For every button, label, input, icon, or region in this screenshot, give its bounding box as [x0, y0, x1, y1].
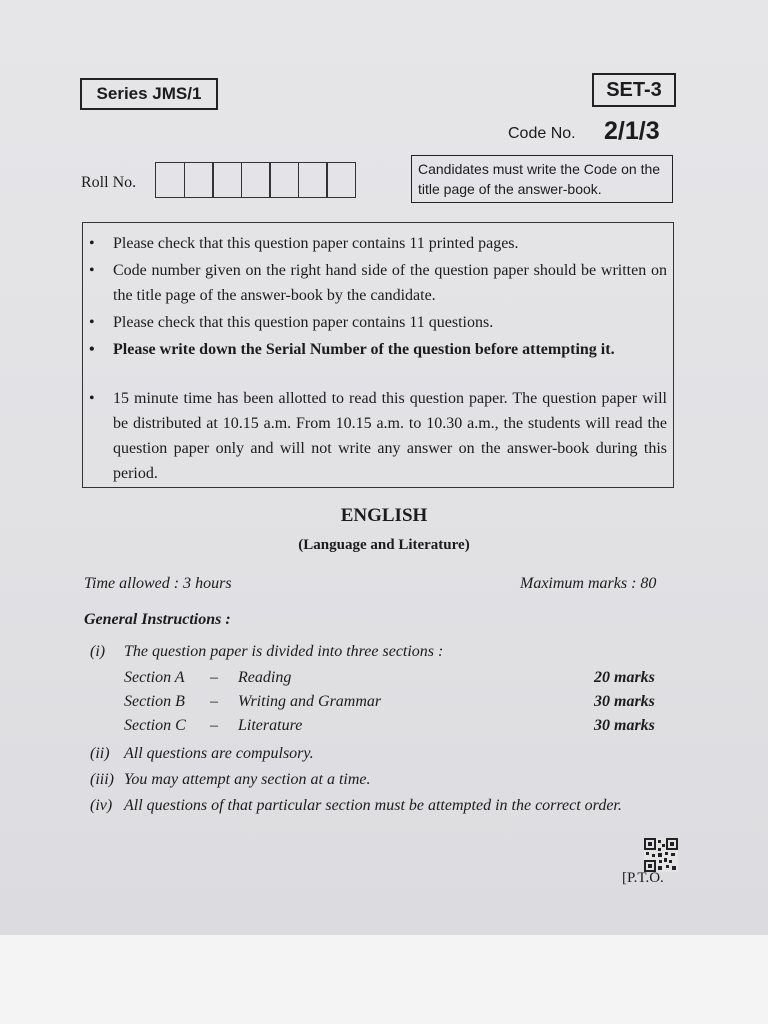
bullet-icon: • [89, 341, 95, 358]
instruction-number: (iv) [90, 797, 113, 814]
instructions-box [82, 222, 674, 488]
general-instruction-text: All questions are compulsory. [124, 745, 314, 762]
general-instruction-text: You may attempt any section at a time. [124, 771, 371, 788]
series-label: Series JMS/1 [80, 78, 218, 110]
roll-number-cell [212, 162, 242, 198]
section-topic: Reading [238, 669, 292, 686]
section-topic: Writing and Grammar [238, 693, 382, 710]
bullet-icon: • [89, 262, 95, 279]
set-label: SET-3 [592, 73, 676, 107]
instruction-number: (iii) [90, 771, 114, 788]
instruction-text: 15 minute time has been allotted to read this question paper. The question paper will be distributed at 10.15 a.m. From 10.15 a.m. to 10.30 a.m., the students will read the question paper only and will not write any answer on the answer-book during this period. [113, 390, 667, 482]
instruction-number: (ii) [90, 745, 110, 762]
general-instruction-text: The question paper is divided into three sections : [124, 643, 444, 660]
roll-number-boxes [155, 162, 356, 198]
roll-number-label: Roll No. [81, 174, 137, 191]
roll-number-cell [241, 162, 271, 198]
general-instruction-text: All questions of that particular section must be attempted in the correct order. [124, 797, 622, 814]
instruction-text: Code number given on the right hand side of the question paper should be written on the title page of the answer-book by the candidate. [113, 262, 667, 304]
section-name: Section C [124, 717, 186, 734]
section-marks: 30 marks [594, 717, 655, 734]
roll-number-cell [269, 162, 299, 198]
section-name: Section A [124, 669, 185, 686]
roll-number-cell [155, 162, 185, 198]
qr-code-icon [644, 838, 678, 872]
instruction-text: Please check that this question paper contains 11 printed pages. [113, 235, 519, 252]
roll-number-cell [326, 162, 356, 198]
roll-number-cell [298, 162, 328, 198]
section-dash: – [210, 717, 218, 734]
code-number-value: 2/1/3 [604, 117, 660, 145]
bullet-icon: • [89, 390, 95, 407]
time-allowed: Time allowed : 3 hours [84, 575, 232, 592]
roll-number-cell [184, 162, 214, 198]
maximum-marks: Maximum marks : 80 [520, 575, 657, 592]
section-marks: 30 marks [594, 693, 655, 710]
subject-title: ENGLISH [340, 505, 428, 526]
scan-margin [0, 935, 768, 1024]
bullet-icon: • [89, 314, 95, 331]
instruction-text: Please check that this question paper contains 11 questions. [113, 314, 494, 331]
candidates-note: Candidates must write the Code on the title page of the answer-book. [411, 155, 673, 203]
bullet-icon: • [89, 235, 95, 252]
subject-subtitle: (Language and Literature) [298, 537, 470, 553]
section-dash: – [210, 693, 218, 710]
instruction-text: Please write down the Serial Number of the question before attempting it. [113, 341, 615, 358]
section-name: Section B [124, 693, 185, 710]
section-topic: Literature [238, 717, 303, 734]
code-number-label: Code No. [508, 125, 576, 142]
section-marks: 20 marks [594, 669, 655, 686]
instruction-number: (i) [90, 643, 106, 660]
section-dash: – [210, 669, 218, 686]
general-instructions-title: General Instructions : [84, 611, 231, 628]
please-turn-over: [P.T.O. [622, 870, 664, 886]
